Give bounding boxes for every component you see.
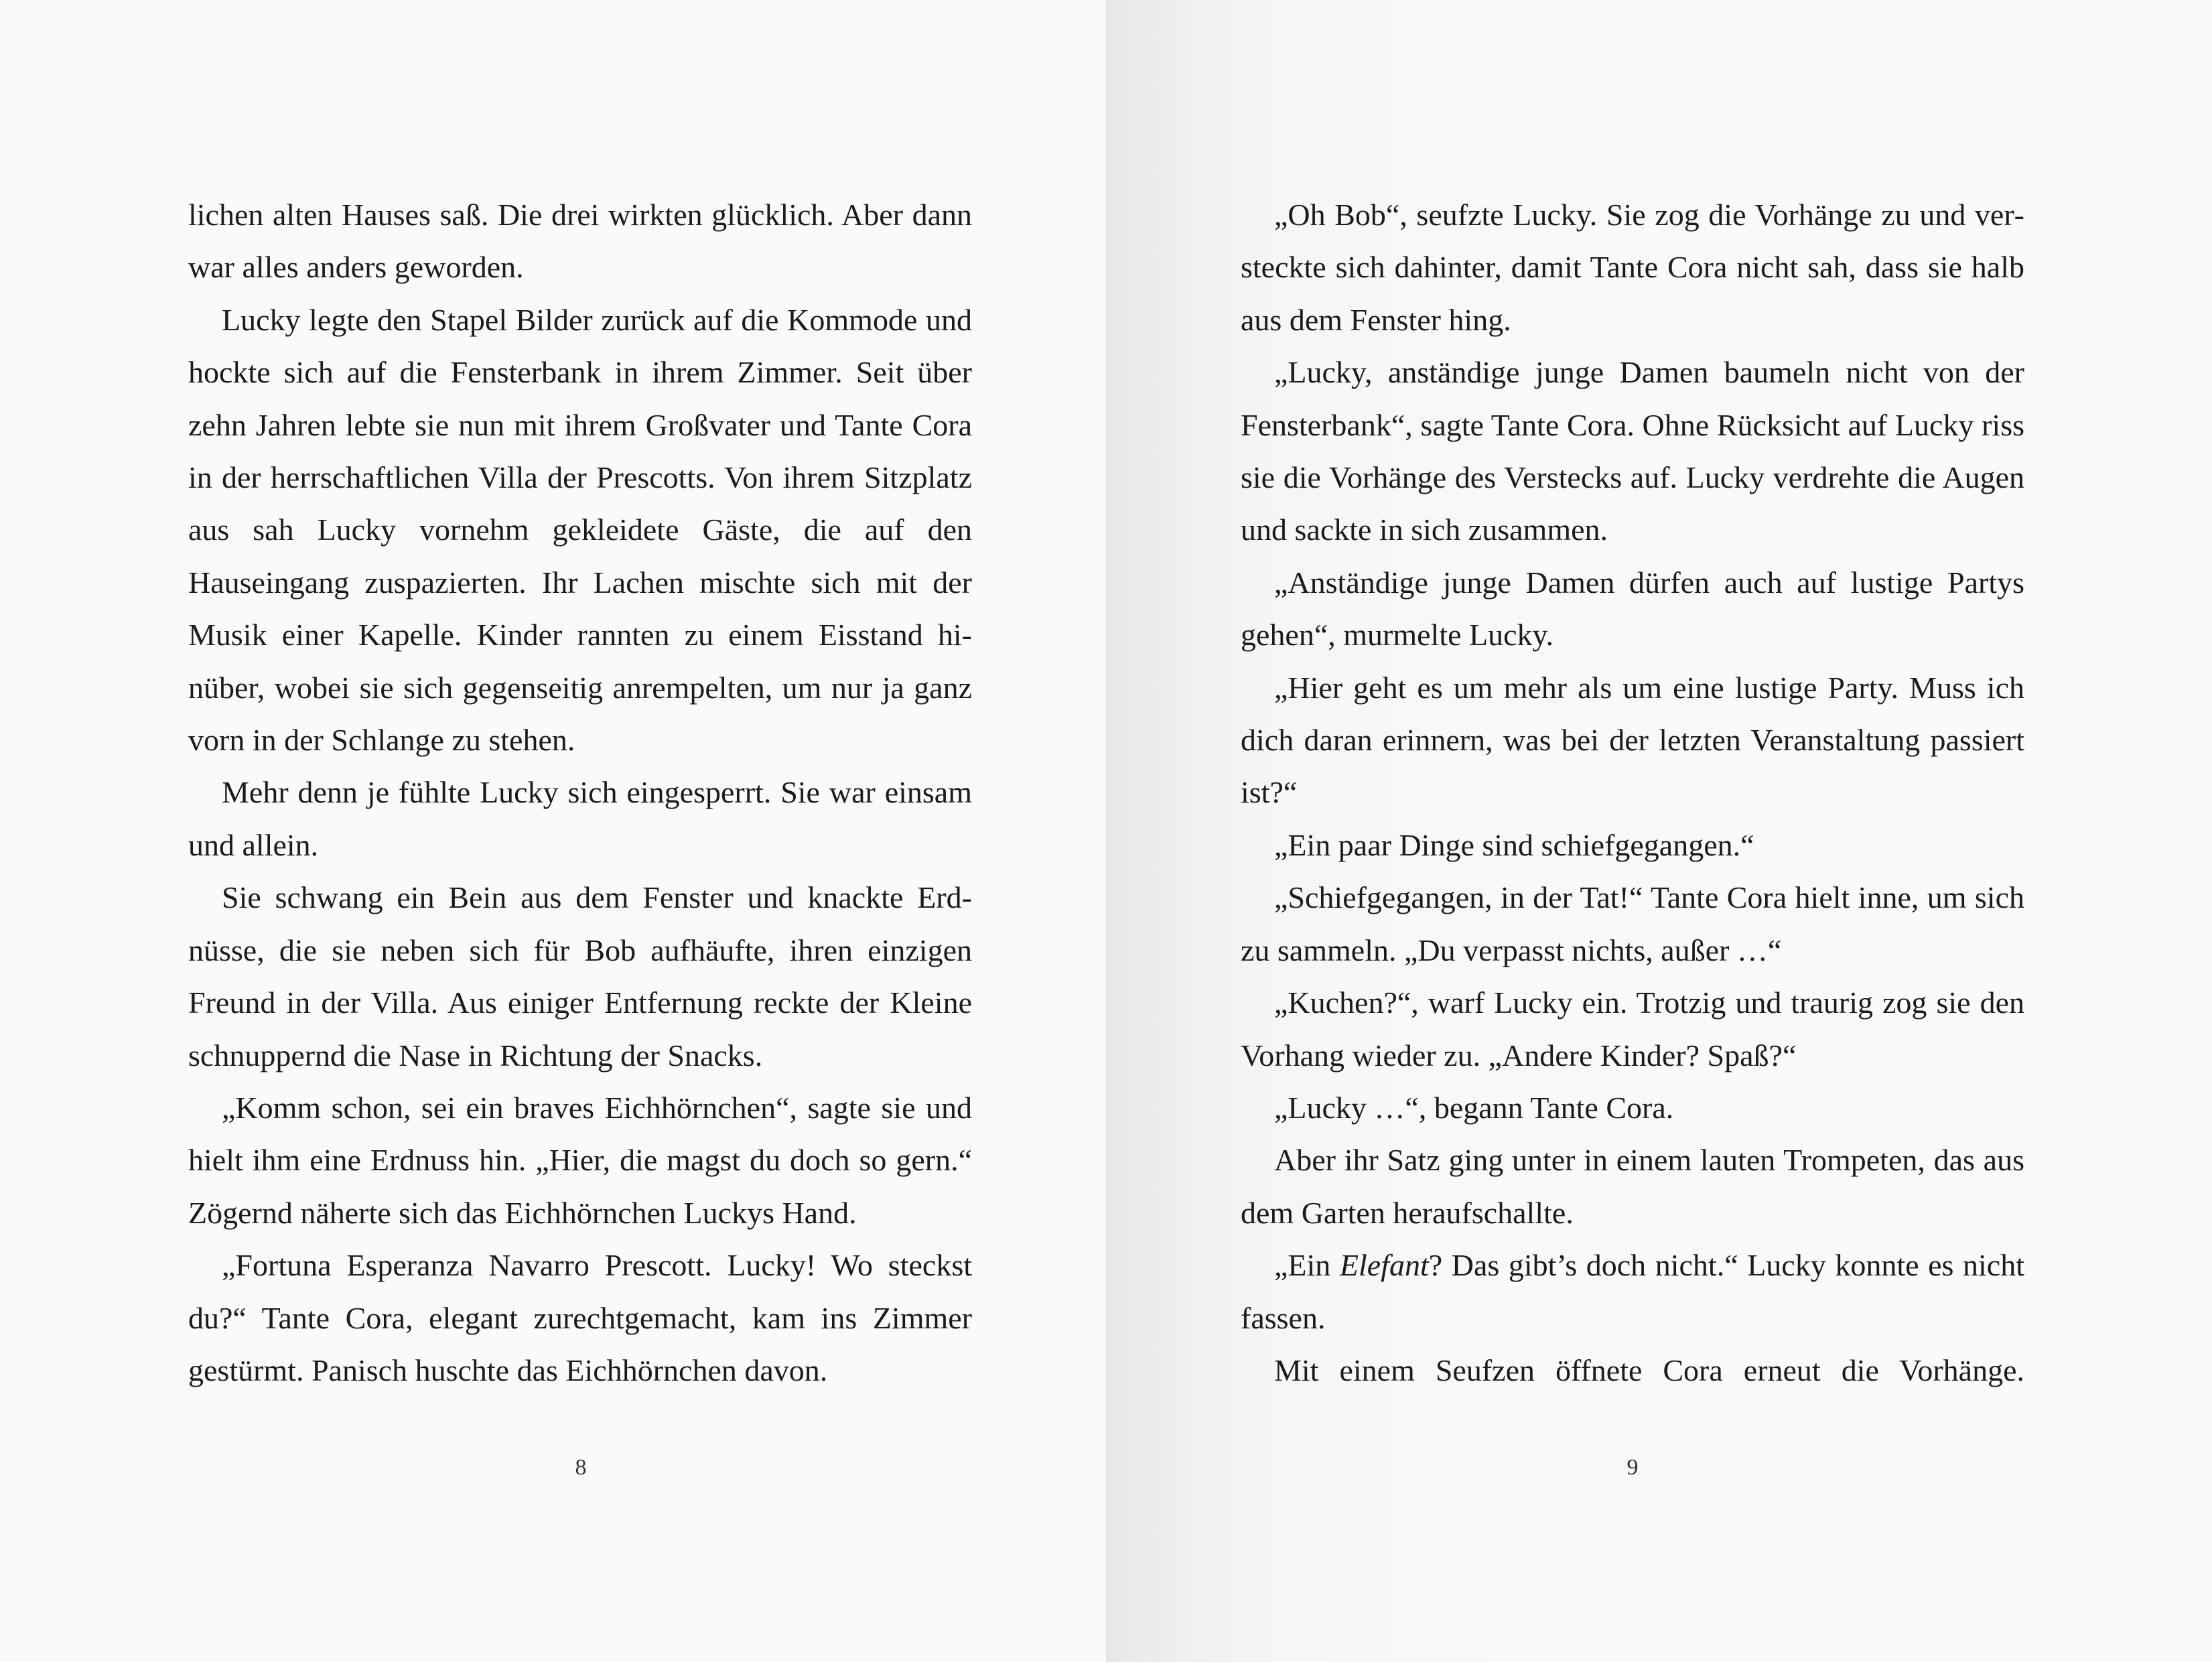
paragraph: „Oh Bob“, seufzte Lucky. Sie zog die Vorhänge zu und versteckte sich dahinter, damit Tante Cora nicht sah, dass sie halb aus dem Fenster hing. <box>1241 198 2024 337</box>
paragraph: „Kuchen?“, warf Lucky ein. Trotzig und traurig zog sie den Vorhang wieder zu. „Andere Kinder? Spaß?“ <box>1241 985 2024 1072</box>
left-page-text <box>188 189 972 1397</box>
italic-word: Elefant <box>1339 1248 1429 1283</box>
paragraph-elefant <box>1241 1239 2024 1344</box>
paragraph: Mehr denn je fühlte Lucky sich eingesperrt. Sie war einsam und allein. <box>188 775 972 862</box>
paragraph: Aber ihr Satz ging unter in einem lauten Trompeten, das aus dem Garten heraufschallte. <box>1241 1143 2024 1230</box>
right-page-text <box>1241 189 2024 1397</box>
paragraph: Sie schwang ein Bein aus dem Fenster und knackte Erdnüsse, die sie neben sich für Bob aufhäufte, ihren einzigen Freund in der Villa. Aus einiger Entfernung reckte der Kleine schnuppernd die Nase in Richtung der Snacks. <box>188 880 972 1072</box>
page-number: 8 <box>575 1455 587 1480</box>
paragraph: „Anständige junge Damen dürfen auch auf lustige Partys gehen“, murmelte Lucky. <box>1241 565 2024 652</box>
page-number: 9 <box>1627 1455 1639 1480</box>
paragraph: „Fortuna Esperanza Navarro Prescott. Lucky! Wo steckst du?“ Tante Cora, elegant zurechtgemacht, kam ins Zimmer gestürmt. Panisch huschte das Eichhörnchen davon. <box>188 1248 972 1387</box>
paragraph: „Hier geht es um mehr als um eine lustige Party. Muss ich dich daran erinnern, was bei der letzten Veranstaltung passiert ist?“ <box>1241 670 2024 810</box>
paragraph: „Ein paar Dinge sind schiefgegangen.“ <box>1274 827 1754 862</box>
paragraph: lichen alten Hauses saß. Die drei wirkten glücklich. Aber dann war alles anders geworden. <box>188 198 972 285</box>
paragraph: Lucky legte den Stapel Bilder zurück auf die Kommode und hockte sich auf die Fensterbank in ihrem Zimmer. Seit über zehn Jahren lebte sie nun mit ihrem Großvater und Tante Cora in der herrschaftlichen Villa der Prescotts. Von ihrem Sitzplatz aus sah Lucky vornehm gekleidete Gäste, die auf den Hauseingang zuspazierten. Ihr Lachen mischte sich mit der Musik einer Kapelle. Kinder rannten zu einem Eisstand hinüber, wobei sie sich gegenseitig anrempelten, um nur ja ganz vorn in der Schlange zu stehen. <box>188 302 972 758</box>
paragraph: Mit einem Seufzen öffnete Cora erneut die Vorhänge. <box>1274 1353 2024 1387</box>
paragraph: „Komm schon, sei ein braves Eichhörnchen“, sagte sie und hielt ihm eine Erdnuss hin. „Hier, die magst du doch so gern.“ Zögernd näherte sich das Eichhörnchen Luckys Hand. <box>188 1090 972 1230</box>
paragraph: „Schiefgegangen, in der Tat!“ Tante Cora hielt inne, um sich zu sammeln. „Du verpasst nichts, außer …“ <box>1241 880 2024 967</box>
text-run: ? Das gibt’s doch nicht.“ Lucky konnte es nicht fassen. <box>1241 1248 2024 1335</box>
paragraph: „Lucky, anständige junge Damen baumeln nicht von der Fensterbank“, sagte Tante Cora. Ohne Rücksicht auf Lucky riss sie die Vorhänge des Verstecks auf. Lucky verdrehte die Augen und sackte in sich zusammen. <box>1241 355 2024 547</box>
right-page <box>1106 0 2212 1662</box>
text-run: „Ein <box>1274 1248 1340 1283</box>
paragraph: „Lucky …“, begann Tante Cora. <box>1274 1090 1674 1125</box>
